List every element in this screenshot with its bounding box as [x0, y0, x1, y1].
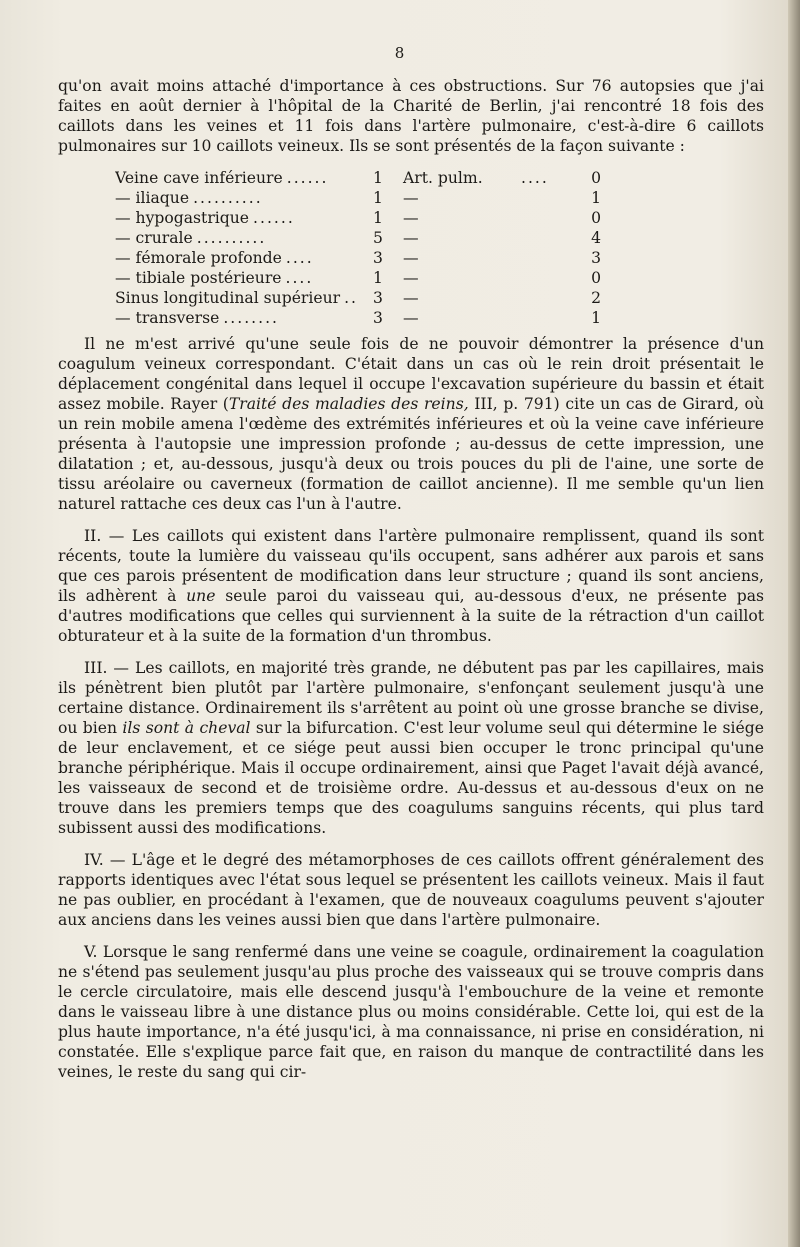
artery-label: —: [403, 229, 419, 247]
vein-name: — crurale: [115, 229, 193, 247]
artery-count: 0: [591, 169, 601, 187]
vein-name: — hypogastrique: [115, 209, 250, 227]
leader-dots: ....: [521, 169, 549, 187]
paragraph-III: [58, 658, 764, 838]
leader-dots: ....: [285, 249, 314, 267]
vein-name: Veine cave inférieure: [115, 169, 283, 187]
table-row: [115, 268, 675, 288]
vein-count: 5: [373, 229, 383, 247]
artery-label: Art. pulm.: [403, 169, 483, 187]
artery-label: —: [403, 209, 419, 227]
artery-count: 0: [591, 269, 601, 287]
page-number: 8: [394, 44, 406, 62]
paragraph-coagulum: [58, 334, 764, 514]
leader-dots: [521, 188, 581, 208]
leader-dots: ....: [285, 269, 314, 287]
vein-name: — tibiale postérieure: [115, 269, 282, 287]
text-run: II. — Les caillots qui existent dans l'artère pulmonaire remplissent, quand ils sont récents, toute la lumière du vaisseau qu'ils occupent, sans adhérer aux parois et sans que ces parois présentent de modification dans leur structure ; quand ils sont anciens, ils adhèrent à: [58, 527, 764, 605]
artery-label: —: [403, 269, 419, 287]
text-run: Il ne m'est arrivé qu'une seule fois de ne pouvoir démontrer la présence d'un coagulum veineux correspondant. C'était dans un cas où le rein droit présentait le déplacement congénital dans lequel il occupe l'excavation supérieure du bassin et était assez mobile. Rayer (: [58, 335, 764, 413]
text-run: III. — Les caillots, en majorité très grande, ne débutent pas par les capillaires, mais ils pénètrent bien plutôt par l'artère pulmonaire, s'enfonçant seulement jusqu'à une certaine distance. Ordinairement ils s'arrêtent au point où une grosse branche se divise, ou bien: [58, 659, 764, 737]
vein-name: — fémorale profonde: [115, 249, 282, 267]
table-row: [115, 308, 675, 328]
page-edge: [788, 0, 800, 1247]
table-row: [115, 188, 675, 208]
citation: Traité des maladies des reins,: [228, 395, 469, 413]
leader-dots: [521, 308, 581, 328]
vein-count: 1: [373, 169, 383, 187]
emphasis: une: [186, 587, 216, 605]
emphasis: ils sont à cheval: [122, 719, 251, 737]
leader-dots: [521, 228, 581, 248]
vein-count: 1: [373, 269, 383, 287]
leader-dots: ..: [344, 289, 359, 307]
text-run: III, p. 791) cite un cas de Girard, où un rein mobile amena l'œdème des extrémités inférieures et où la veine cave inférieure présenta à l'autopsie une impression profonde ; au-dessus de cette impression, une dilatation ; et, au-dessous, jusqu'à deux ou trois pouces du pli de l'aine, une sorte de tissu aréolaire ou caverneux (formation de caillot ancienne). Il me semble qu'un lien naturel rattache ces deux cas l'un à l'autre.: [58, 395, 764, 513]
artery-count: 4: [591, 229, 601, 247]
body-text: [58, 76, 764, 1082]
leader-dots: [521, 248, 581, 268]
vein-count: 1: [373, 189, 383, 207]
paragraph-V: V. Lorsque le sang renfermé dans une veine se coagule, ordinairement la coagulation ne s'étend pas seulement jusqu'au plus proche des vaisseaux qui se trouve compris dans le cercle circulatoire, mais elle descend jusqu'à l'embouchure de la veine et remonte dans le vaisseau libre à une distance plus ou moins considérable. Cette loi, qui est de la plus haute importance, n'a été jusqu'ici, à ma connaissance, ni prise en considération, ni constatée. Elle s'explique parce fait que, en raison du manque de contractilité dans les veines, le reste du sang qui cir-: [58, 943, 764, 1081]
autopsy-table: [115, 168, 675, 328]
paragraph-IV: IV. — L'âge et le degré des métamorphoses de ces caillots offrent généralement des rapports identiques avec l'état sous lequel se présentent les caillots veineux. Mais il faut ne pas oublier, en procédant à l'examen, que de nouveaux coagulums peuvent s'ajouter aux anciens dans les veines aussi bien que dans l'artère pulmonaire.: [58, 851, 764, 929]
table-row: [115, 228, 675, 248]
paragraph-II: [58, 526, 764, 646]
artery-label: —: [403, 189, 419, 207]
vein-name: — iliaque: [115, 189, 190, 207]
artery-count: 3: [591, 249, 601, 267]
vein-name: Sinus longitudinal supérieur: [115, 289, 341, 307]
table-row: [115, 248, 675, 268]
artery-label: —: [403, 289, 419, 307]
text-run: seule paroi du vaisseau qui, au-dessous d'eux, ne présente pas d'autres modifications que celles qui surviennent à la suite de la rétraction d'un caillot obturateur et à la suite de la formation d'un thrombus.: [58, 587, 764, 645]
leader-dots: [521, 208, 581, 228]
leader-dots: [521, 268, 581, 288]
artery-label: —: [403, 309, 419, 327]
leader-dots: ..........: [193, 189, 263, 207]
vein-name: — transverse: [115, 309, 220, 327]
leader-dots: ..........: [196, 229, 267, 247]
artery-label: —: [403, 249, 419, 267]
vein-count: 3: [373, 289, 383, 307]
table-row: [115, 168, 675, 188]
table-row: [115, 208, 675, 228]
artery-count: 2: [591, 289, 601, 307]
artery-count: 0: [591, 209, 601, 227]
artery-count: 1: [591, 189, 601, 207]
artery-count: 1: [591, 309, 601, 327]
text-run: sur la bifurcation. C'est leur volume seul qui détermine le siége de leur enclavement, et ce siége peut aussi bien occuper le tronc principal qu'une branche périphérique. Mais il occupe ordinairement, ainsi que Paget l'avait déjà avancé, les vaisseaux de second et de troisième ordre. Au-dessus et au-dessous d'eux on ne trouve dans les premiers temps que des coagulums sanguins récents, qui plus tard subissent aussi des modifications.: [58, 719, 764, 837]
vein-count: 3: [373, 249, 383, 267]
leader-dots: [521, 288, 581, 308]
leader-dots: ........: [223, 309, 279, 327]
vein-count: 1: [373, 209, 383, 227]
intro-paragraph: qu'on avait moins attaché d'importance à ces obstructions. Sur 76 autopsies que j'ai faites en août dernier à l'hôpital de la Charité de Berlin, j'ai rencontré 18 fois des caillots dans les veines et 11 fois dans l'artère pulmonaire, c'est-à-dire 6 caillots pulmonaires sur 10 caillots veineux. Ils se sont présentés de la façon suivante :: [58, 77, 764, 155]
vein-count: 3: [373, 309, 383, 327]
leader-dots: ......: [253, 209, 295, 227]
table-row: [115, 288, 675, 308]
leader-dots: ......: [286, 169, 329, 187]
